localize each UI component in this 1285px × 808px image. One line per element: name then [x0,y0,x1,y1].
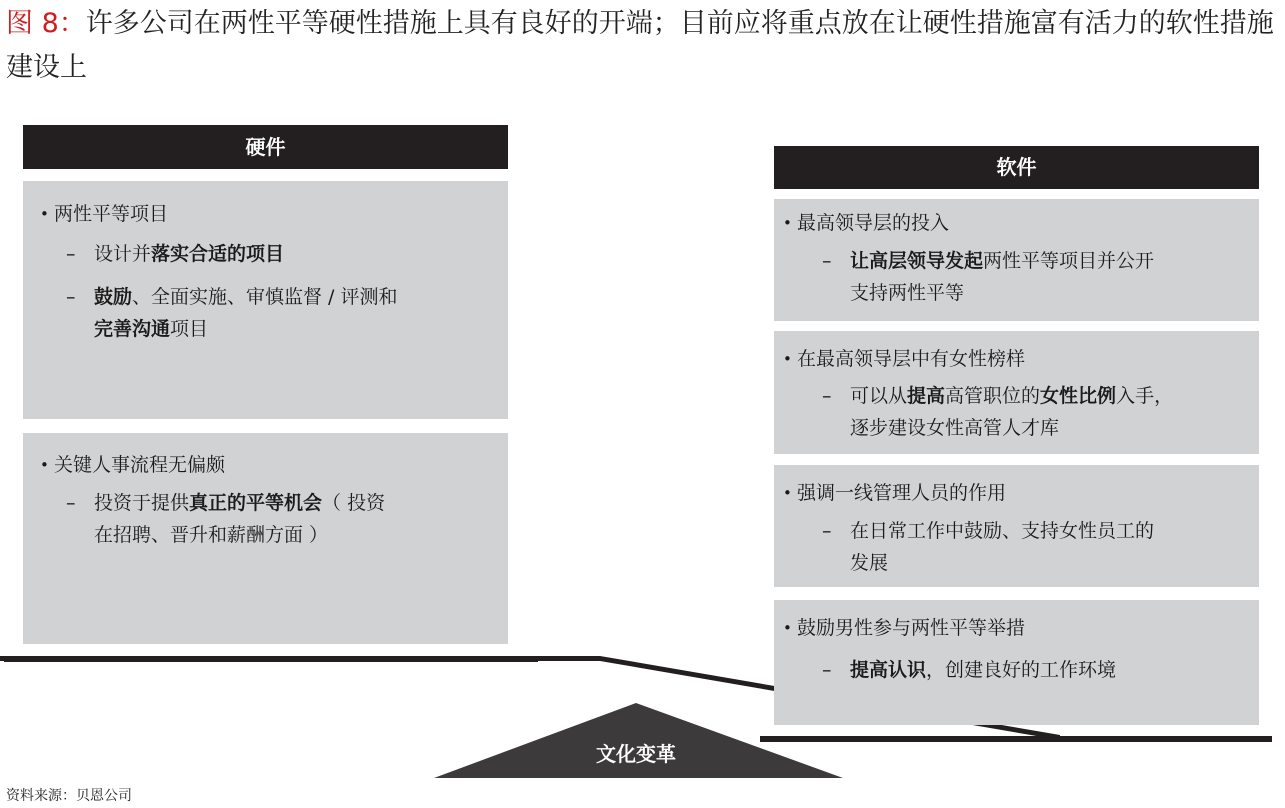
fulcrum-label: 文化变革 [596,742,676,766]
sub-bullet: – 让高层领导发起两性平等项目并公开 支持两性平等 [850,245,1154,309]
sub-bullet: – 设计并落实合适的项目 [94,238,284,270]
software-box-2 [774,331,1259,454]
sub-bullet: – 鼓励、全面实施、审慎监督 / 评测和 完善沟通项目 [94,281,398,345]
software-box-3 [774,465,1259,587]
bullet: • 两性平等项目 [54,202,168,226]
hardware-header: 硬件 [23,125,508,169]
bullet: • 关键人事流程无偏颇 [54,453,225,477]
bullet: • 最高领导层的投入 [797,211,949,235]
bullet: • 鼓励男性参与两性平等举措 [797,616,1025,640]
figure-title-text: 许多公司在两性平等硬性措施上具有良好的开端；目前应将重点放在让硬性措施富有活力的软性措施建设上 [6,8,1274,83]
bullet: • 强调一线管理人员的作用 [797,481,1006,505]
source-note: 资料来源：贝恩公司 [6,788,132,804]
sub-bullet: – 可以从提高高管职位的女性比例入手， 逐步建设女性高管人才库 [850,380,1173,444]
software-box-1 [774,199,1259,321]
sub-bullet: – 提高认识，创建良好的工作环境 [850,654,1116,686]
hardware-box-2 [23,433,508,644]
software-box-4 [774,600,1259,725]
left-platform [4,656,538,662]
sub-bullet: – 在日常工作中鼓励、支持女性员工的 发展 [850,515,1154,579]
bullet: • 在最高领导层中有女性榜样 [797,347,1025,371]
sub-bullet: – 投资于提供真正的平等机会（ 投资 在招聘、晋升和薪酬方面 ） [94,487,385,551]
hardware-box-1 [23,181,508,419]
figure-label: 图 8： [6,8,86,39]
software-header: 软件 [774,146,1259,189]
right-platform [760,736,1272,742]
